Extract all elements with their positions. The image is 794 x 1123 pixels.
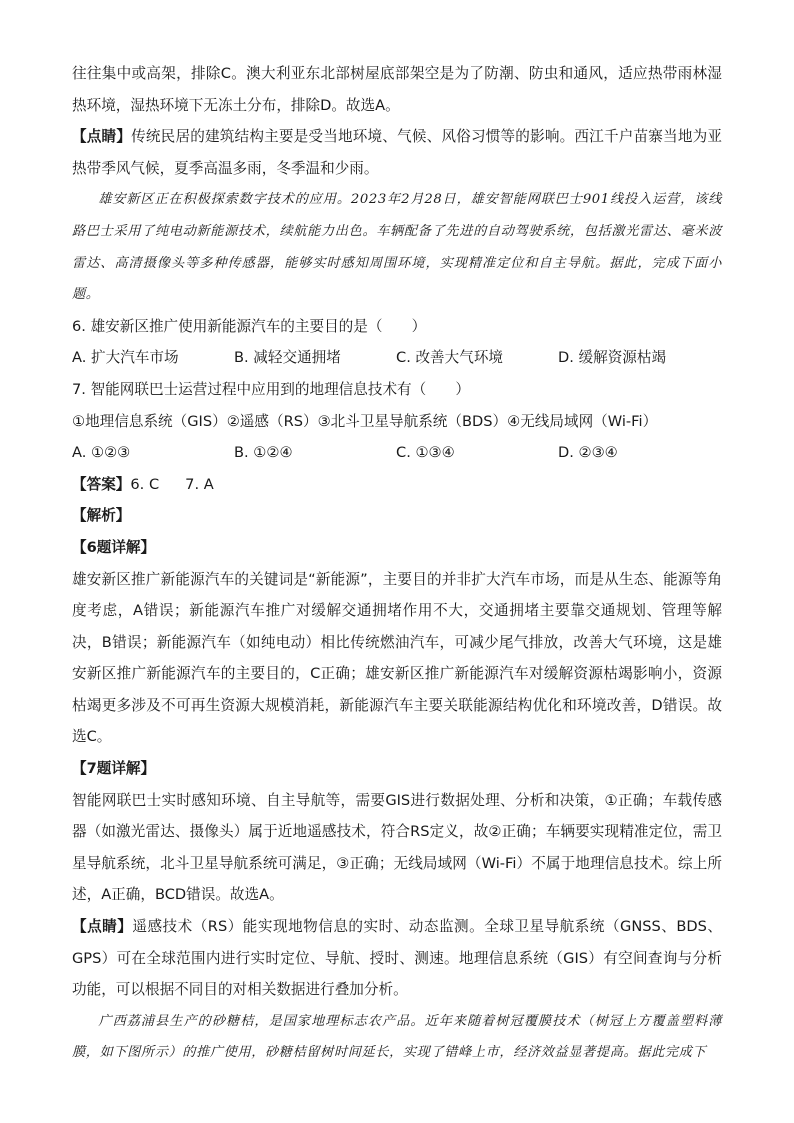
paragraph-analysis-continued: 往往集中或高架，排除C。澳大利亚东北部树屋底部架空是为了防潮、防虫和通风，适应热带雨林湿热环境，湿热环境下无冻土分布，排除D。故选A。 <box>72 65 722 114</box>
dianjing-text: 传统民居的建筑结构主要是受当地环境、气候、风俗习惯等的影响。西江千户苗寨当地为亚热带季风气候，夏季高温多雨，冬季温和少雨。 <box>72 128 722 177</box>
dianjing-tag-2: 【点睛】 <box>72 918 133 936</box>
answer-6: 6. C <box>130 475 160 493</box>
question-6: 6. 雄安新区推广使用新能源汽车的主要目的是（ ） <box>72 317 427 335</box>
answer-7: 7. A <box>185 475 214 493</box>
q6-detail-text: 雄安新区推广新能源汽车的关键词是“新能源”，主要目的并非扩大汽车市场，而是从生态、能源等角度考虑，A错误；新能源汽车推广对缓解交通拥堵作用不大，交通拥堵主要靠交通规划、管理等解决，B错误；新能源汽车（如纯电动）相比传统燃油汽车，可减少尾气排放，改善大气环境，这是雄安新区推广新能源汽车的主要目的，C正确；雄安新区推广新能源汽车对缓解资源枯竭影响小，资源枯竭更多涉及不可再生资源大规模消耗，新能源汽车主要关联能源结构优化和环境改善，D错误。故选C。 <box>72 570 722 746</box>
analysis-tag: 【解析】 <box>72 507 131 525</box>
material-shatangju: 广西荔浦县生产的砂糖桔，是国家地理标志农产品。近年来随着树冠覆膜技术（树冠上方覆盖塑料薄膜，如下图所示）的推广使用，砂糖桔留树时间延长，实现了错峰上市，经济效益显著提高。据此完成下 <box>72 1013 722 1061</box>
document-page <box>72 58 722 1069</box>
q7-option-a: A. ①②③ <box>72 444 131 462</box>
q7-option-d: D. ②③④ <box>558 444 618 462</box>
paragraph-dianjing-2 <box>72 911 722 1006</box>
q6-detail-heading <box>72 532 722 564</box>
question-7-items: ①地理信息系统（GIS）②遥感（RS）③北斗卫星导航系统（BDS）④无线局域网（Wi-Fi） <box>72 412 658 430</box>
q7-detail-tag: 【7题详解】 <box>72 760 156 778</box>
answer-tag: 【答案】 <box>72 475 131 493</box>
q7-detail-text: 智能网联巴士实时感知环境、自主导航等，需要GIS进行数据处理、分析和决策，①正确；车载传感器（如激光雷达、摄像头）属于近地遥感技术，符合RS定义，故②正确；车辆要实现精准定位，需卫星导航系统，北斗卫星导航系统可满足，③正确；无线局域网（Wi-Fi）不属于地理信息技术。综上所述，A正确，BCD错误。故选A。 <box>72 791 722 904</box>
dianjing-text-2: 遥感技术（RS）能实现地物信息的实时、动态监测。全球卫星导航系统（GNSS、BDS、GPS）可在全球范围内进行实时定位、导航、授时、测速。地理信息系统（GIS）有空间查询与分析功能，可以根据不同目的对相关数据进行叠加分析。 <box>72 918 722 999</box>
q6-option-b: B. 减轻交通拥堵 <box>234 349 341 367</box>
question-7-options <box>72 437 722 469</box>
q6-detail-tag: 【6题详解】 <box>72 538 156 556</box>
analysis-heading <box>72 500 722 532</box>
q6-option-c: C. 改善大气环境 <box>396 349 504 367</box>
question-7: 7. 智能网联巴士运营过程中应用到的地理信息技术有（ ） <box>72 380 471 398</box>
q7-detail-heading <box>72 753 722 785</box>
question-6-options <box>72 342 722 374</box>
q6-option-a: A. 扩大汽车市场 <box>72 349 179 367</box>
q7-option-c: C. ①③④ <box>396 444 455 462</box>
material-xiongan: 雄安新区正在积极探索数字技术的应用。2023年2月28日，雄安智能网联巴士901线投入运营，该线路巴士采用了纯电动新能源技术，续航能力出色。车辆配备了先进的自动驾驶系统，包括激光雷达、毫米波雷达、高清摄像头等多种传感器，能够实时感知周围环境，实现精准定位和自主导航。据此，完成下面小题。 <box>72 192 722 303</box>
q7-option-b: B. ①②④ <box>234 444 293 462</box>
q6-option-d: D. 缓解资源枯竭 <box>558 349 667 367</box>
paragraph-dianjing-1 <box>72 121 722 184</box>
dianjing-tag: 【点睛】 <box>72 128 132 146</box>
answer-line <box>72 469 722 501</box>
